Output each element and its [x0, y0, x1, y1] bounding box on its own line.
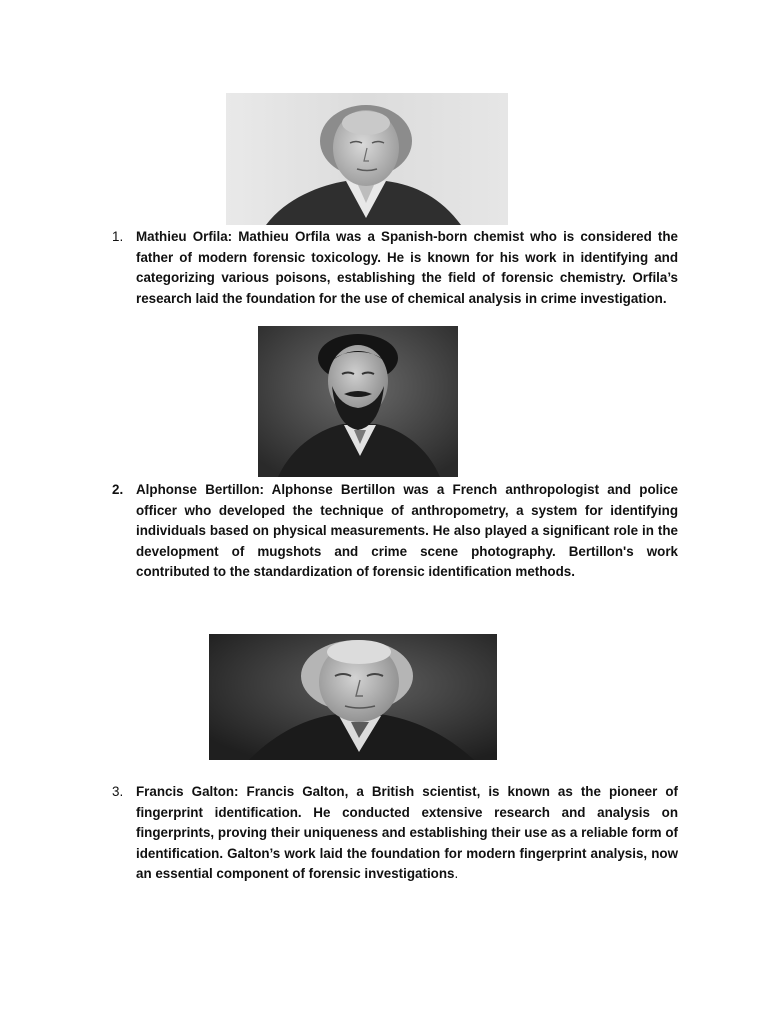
list-number: 1.	[112, 229, 124, 244]
list-item-text: Francis Galton: Francis Galton, a British scientist, is known as the pioneer of fingerprint identification. He conducted extensive research and analysis on fingerprints, proving their uniqueness and establishing their use as a reliable form of identification. Galton’s work laid the foundation for modern fingerprint analysis, now an essential component of forensic investigations	[136, 784, 678, 881]
portrait-alphonse-bertillon	[258, 326, 458, 477]
list-number: 3.	[112, 784, 124, 799]
portrait-mathieu-orfila	[226, 93, 508, 225]
portrait-francis-galton	[209, 634, 497, 760]
list-item	[112, 227, 678, 309]
list-item-tail: .	[454, 866, 459, 881]
list-item	[112, 480, 678, 583]
list-item	[112, 782, 678, 885]
list-item-text: Alphonse Bertillon: Alphonse Bertillon was a French anthropologist and police officer who developed the technique of anthropometry, a system for identifying individuals based on physical measurements. He also played a significant role in the development of mugshots and crime scene photography. Bertillon's work contributed to the standardization of forensic identification methods.	[136, 482, 678, 579]
list-number: 2.	[112, 482, 124, 497]
list-item-text: Mathieu Orfila: Mathieu Orfila was a Spanish-born chemist who is considered the father of modern forensic toxicology. He is known for his work in identifying and categorizing various poisons, establishing the field of forensic chemistry. Orfila’s research laid the foundation for the use of chemical analysis in crime investigation.	[136, 229, 678, 306]
